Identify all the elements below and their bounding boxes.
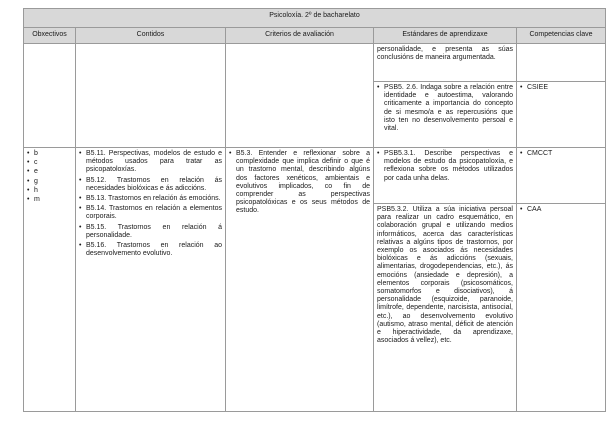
- standard-psb5-3-1: • PSB5.3.1. Describe perspectivas e modelos de estudo da psicopatoloxía, e reflexiona sobre os métodos utilizados por cada unha delas.: [377, 150, 513, 183]
- curriculum-table-sheet: [23, 8, 605, 428]
- competence-cell: [517, 82, 606, 148]
- header-contents: Contidos: [76, 28, 226, 44]
- standard-cell: [374, 148, 517, 204]
- competence-cell: [517, 204, 606, 412]
- header-objectives: Obxectivos: [24, 28, 76, 44]
- content-item: • B5.14. Trastornos en relación a elementos corporais.: [79, 205, 222, 221]
- curriculum-table: [23, 8, 606, 412]
- standard-psb5-3-2: PSB5.3.2. Utiliza a súa iniciativa persoal para realizar un cadro esquemático, en colaboración grupal e utilizando medios informáticos, acerca das características relativas a algúns tipos de trastornos, por exemplo os asociados ás necesidades biolóxicas e ás adiccións (sexuais, alimentarias, drogodependencias, etc.), ás emocións (ansiedade e depresión), a elementos corporais (psicosomáticos, somatomorfos e disociativos), á personalidade (esquizoide, paranoide, limítrofe, dependente, narcisista, antisocial, etc.), ao desenvolvemento evolutivo (autismo, atraso mental, déficit de atención e hiperactividade, da aprendizaxe, asociados á vellez), etc.: [377, 206, 513, 345]
- competence-cmcct: • CMCCT: [520, 150, 602, 158]
- objective-item: • e: [27, 168, 72, 176]
- contents-cell-empty: [76, 44, 226, 148]
- content-item: • B5.11. Perspectivas, modelos de estudo e métodos usados para tratar as psicopatoloxías.: [79, 150, 222, 175]
- content-item: • B5.15. Trastornos en relación á personalidade.: [79, 224, 222, 240]
- criteria-cell: [226, 148, 374, 412]
- content-item: • B5.16. Trastornos en relación ao desenvolvemento evolutivo.: [79, 242, 222, 258]
- objective-item: • b: [27, 150, 72, 158]
- standard-continuation-cell: [374, 44, 517, 82]
- standard-cell: [374, 82, 517, 148]
- objective-item: • h: [27, 187, 72, 195]
- objective-item: • g: [27, 178, 72, 186]
- standard-cell: [374, 204, 517, 412]
- objective-item: • c: [27, 159, 72, 167]
- objectives-cell-empty: [24, 44, 76, 148]
- standard-psb5-2-6: • PSB5. 2.6. Indaga sobre a relación entre identidade e autoestima, valorando criticamente a importancia do concepto de si mesmo/a e as repercusións que isto ten no desenvolvemento persoal e vital.: [377, 84, 513, 133]
- competence-cell-empty: [517, 44, 606, 82]
- competence-cell: [517, 148, 606, 204]
- header-criteria: Criterios de avaliación: [226, 28, 374, 44]
- contents-cell: [76, 148, 226, 412]
- competence-caa: • CAA: [520, 206, 602, 214]
- content-item: • B5.13. Trastornos en relación ás emocións.: [79, 195, 222, 203]
- objectives-cell: [24, 148, 76, 412]
- header-competences: Competencias clave: [517, 28, 606, 44]
- competence-csiee: • CSIEE: [520, 84, 602, 92]
- table-title: Psicoloxía. 2º de bacharelato: [24, 9, 606, 28]
- objective-item: • m: [27, 196, 72, 204]
- header-standards: Estándares de aprendizaxe: [374, 28, 517, 44]
- criterion-b5-3: • B5.3. Entender e reflexionar sobre a complexidade que implica definir o que é un trastorno mental, describindo algúns dos factores xenéticos, ambientais e evolutivos implicados, co fin de comprender as perspectivas psicopatolóxicas e os seus métodos de estudo.: [229, 150, 370, 216]
- criteria-cell-empty: [226, 44, 374, 148]
- content-item: • B5.12. Trastornos en relación ás necesidades biolóxicas e ás adiccións.: [79, 177, 222, 193]
- standard-continuation-text: personalidade, e presenta as súas conclusións de maneira argumentada.: [377, 46, 513, 62]
